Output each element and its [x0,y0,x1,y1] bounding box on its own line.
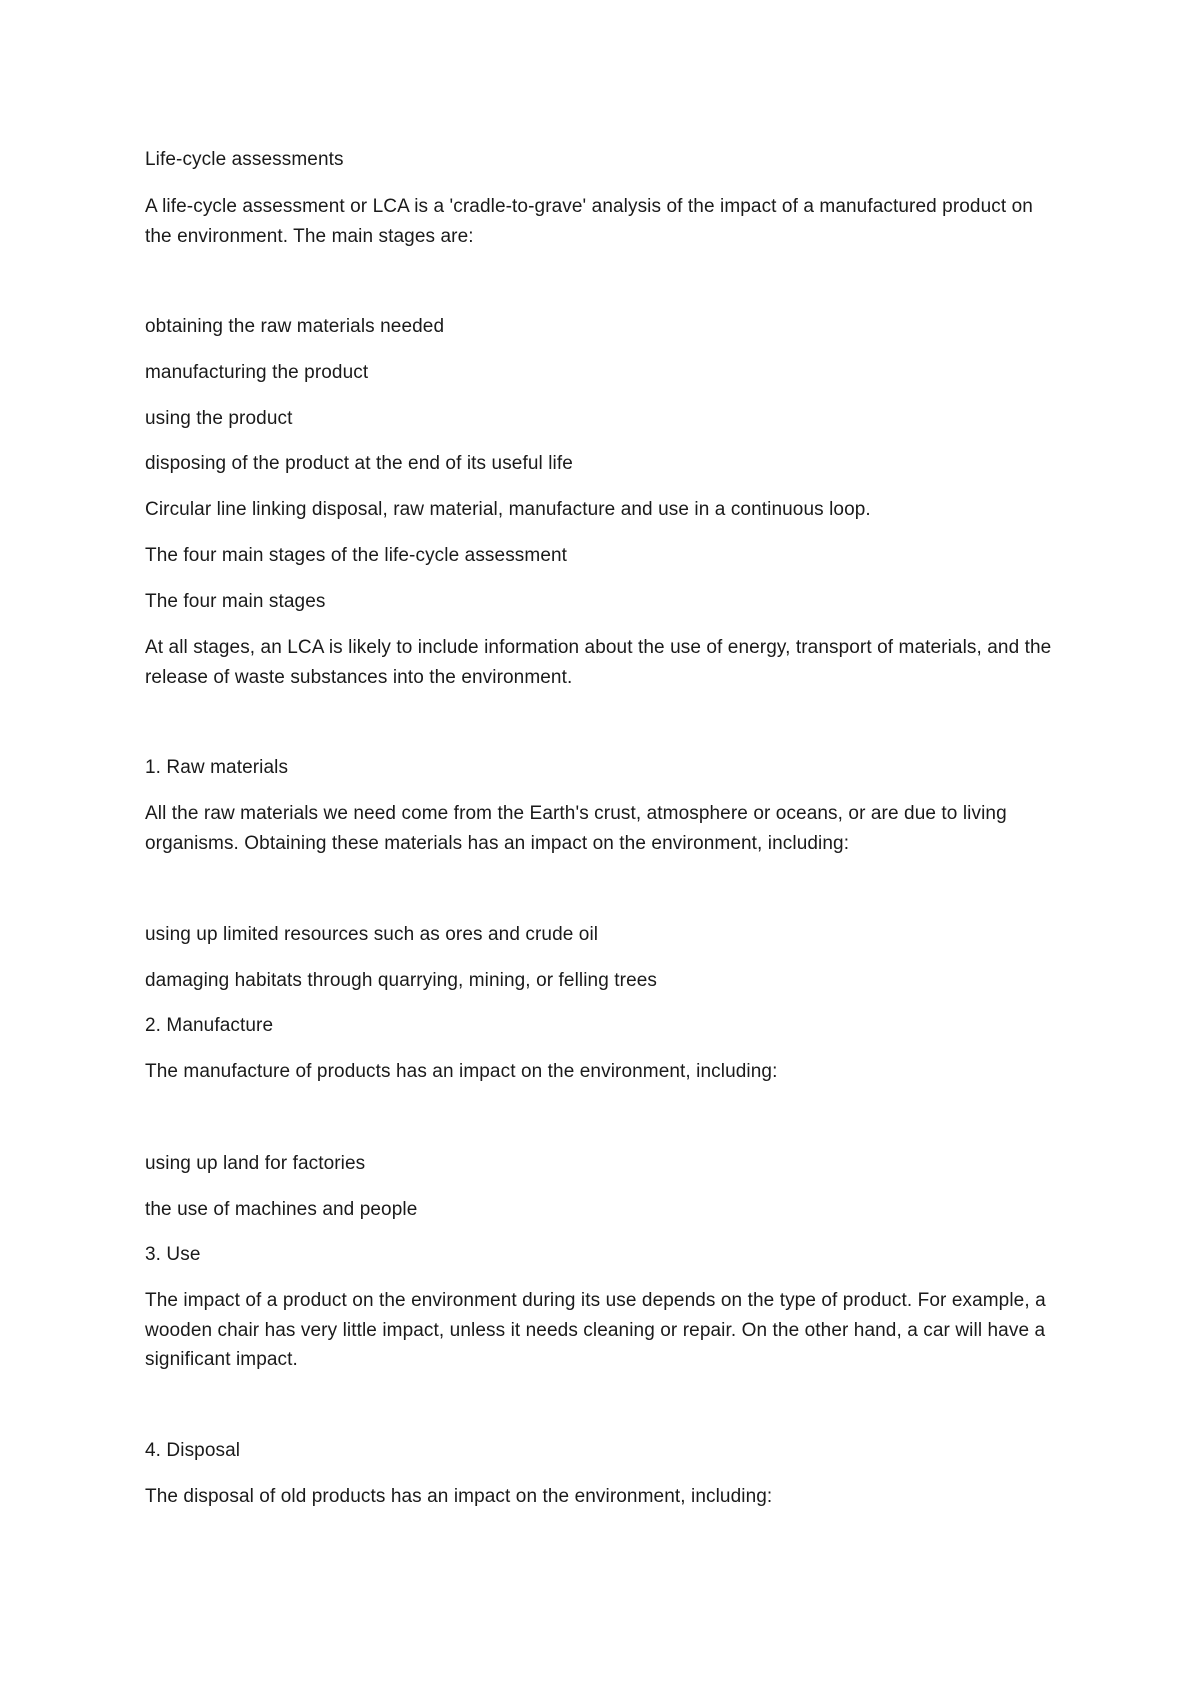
section-text-manufacture: The manufacture of products has an impact on the environment, including: [145,1061,778,1082]
intro-paragraph: A life-cycle assessment or LCA is a 'cradle-to-grave' analysis of the impact of a manufactured product on the environment. The main stages are: [145,196,1033,247]
diagram-caption: The four main stages of the life-cycle assessment [145,545,568,566]
all-stages-paragraph: At all stages, an LCA is likely to include information about the use of energy, transport of materials, and the release of waste substances into the environment. [145,637,1052,688]
stage-item-using: using the product [145,408,293,429]
manufacture-item-machines: the use of machines and people [145,1199,418,1220]
section-text-use: The impact of a product on the environment during its use depends on the type of product. For example, a wooden chair has very little impact, unless it needs cleaning or repair. On the other hand, a car will have a significant impact. [145,1290,1046,1370]
stage-item-disposing: disposing of the product at the end of its useful life [145,453,573,474]
manufacture-item-land: using up land for factories [145,1153,366,1174]
diagram-title: The four main stages [145,591,326,612]
section-heading-manufacture: 2. Manufacture [145,1015,274,1036]
document-title: Life-cycle assessments [145,149,344,170]
section-heading-use: 3. Use [145,1244,201,1265]
section-heading-disposal: 4. Disposal [145,1440,241,1461]
raw-materials-item-resources: using up limited resources such as ores and crude oil [145,924,599,945]
section-text-disposal: The disposal of old products has an impact on the environment, including: [145,1486,773,1507]
diagram-alt-text: Circular line linking disposal, raw material, manufacture and use in a continuous loop. [145,499,871,520]
stage-item-manufacturing: manufacturing the product [145,362,369,383]
section-text-raw-materials: All the raw materials we need come from the Earth's crust, atmosphere or oceans, or are due to living organisms. Obtaining these materials has an impact on the environment, including: [145,803,1007,854]
section-heading-raw-materials: 1. Raw materials [145,757,289,778]
stage-item-raw-materials: obtaining the raw materials needed [145,316,445,337]
raw-materials-item-habitats: damaging habitats through quarrying, mining, or felling trees [145,970,658,991]
